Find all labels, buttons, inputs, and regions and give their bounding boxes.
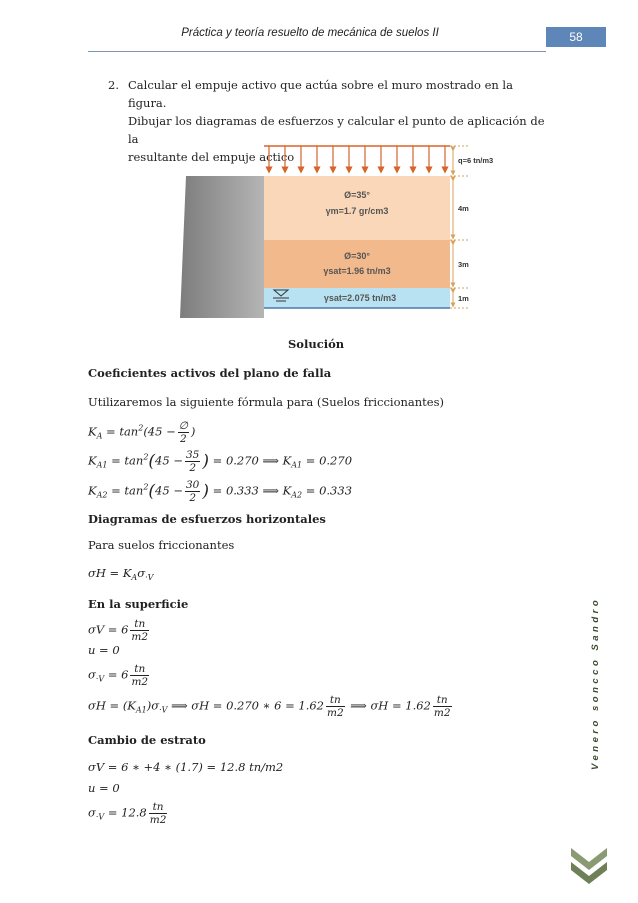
layer-2-phi: Ø=30° [344, 251, 370, 261]
ka1-formula: $K_{A1} = \tan^2(45$ − $\frac{35}{2}$ ) = 0.270 ⟹ $K_{A1} = 0.270$ [88, 449, 353, 474]
layer-1-phi: Ø=35° [344, 190, 370, 200]
header-title: Práctica y teoría resuelto de mecánica de suelos II [181, 27, 439, 39]
surcharge-label: q=6 tn/m3 [458, 156, 494, 165]
layer-2-thickness: 3m [458, 260, 469, 269]
cam-sigma-v-eff: $\sigma_{\cdot V} = 12.8$ $\frac{tn}{m2}$ [88, 801, 167, 826]
wall-shape [180, 176, 264, 318]
coef-text: Utilizaremos la siguiente fórmula para (Suelos friccionantes) [88, 395, 445, 409]
author-name: Venero soncco Sandro [590, 596, 601, 770]
layer-2-fill [264, 240, 450, 288]
problem-line-2: Dibujar los diagramas de esfuerzos y calcular el punto de aplicación de la [128, 114, 545, 146]
superficie-heading: En la superficie [88, 597, 189, 611]
sup-sigma-v-eff: $\sigma_{\cdot V} = 6$ $\frac{tn}{m2}$ [88, 663, 149, 688]
retaining-wall-figure [170, 140, 500, 318]
layer-3-thickness: 1m [458, 294, 469, 303]
problem-number: 2. [108, 78, 119, 92]
cambio-heading: Cambio de estrato [88, 733, 206, 747]
cam-u: u = 0 [88, 781, 120, 795]
ka-formula: $K_A = \tan^2(45$ − $\frac{\emptyset}{2}$ ) [88, 420, 196, 445]
cam-sigma-v: σV = 6 ∗ +4 ∗ (1.7) = 12.8 tn/m2 [88, 760, 284, 774]
page-number: 58 [546, 27, 606, 47]
layer-1-gamma: γm=1.7 gr/cm3 [325, 206, 389, 216]
problem-line-3: resultante del empuje actico [128, 150, 295, 164]
layer-2-gamma: γsat=1.96 tn/m3 [323, 266, 391, 276]
coef-heading: Coeficientes activos del plano de falla [88, 366, 332, 380]
diag-text: Para suelos friccionantes [88, 538, 235, 552]
chevron-down-icon [567, 842, 611, 886]
diag-heading: Diagramas de esfuerzos horizontales [88, 512, 326, 526]
sup-sigma-v: σV = 6 $\frac{tn}{m2}$ [88, 618, 149, 643]
sup-u: u = 0 [88, 643, 120, 657]
layer-1-thickness: 4m [458, 204, 469, 213]
sigma-h-formula: $\sigma H = K_A\sigma_{\cdot V}$ [88, 566, 154, 582]
header-divider [88, 51, 546, 52]
ka2-formula: $K_{A2} = \tan^2(45$ − $\frac{30}{2}$ ) = 0.333 ⟹ $K_{A2} = 0.333$ [88, 479, 353, 504]
solucion-heading: Solución [288, 337, 345, 351]
sup-sigma-h: $\sigma H = (K_{A1})\sigma_{\cdot V}$ ⟹ σH = 0.270 ∗ 6 = 1.62 $\frac{tn}{m2}$ ⟹ σH = 1.62 $\frac{tn}{m2}$ [88, 694, 451, 719]
surcharge-arrows [269, 146, 445, 170]
problem-line-1: Calcular el empuje activo que actúa sobre el muro mostrado en la figura. [128, 78, 513, 110]
layer-3-gamma: γsat=2.075 tn/m3 [323, 293, 397, 303]
